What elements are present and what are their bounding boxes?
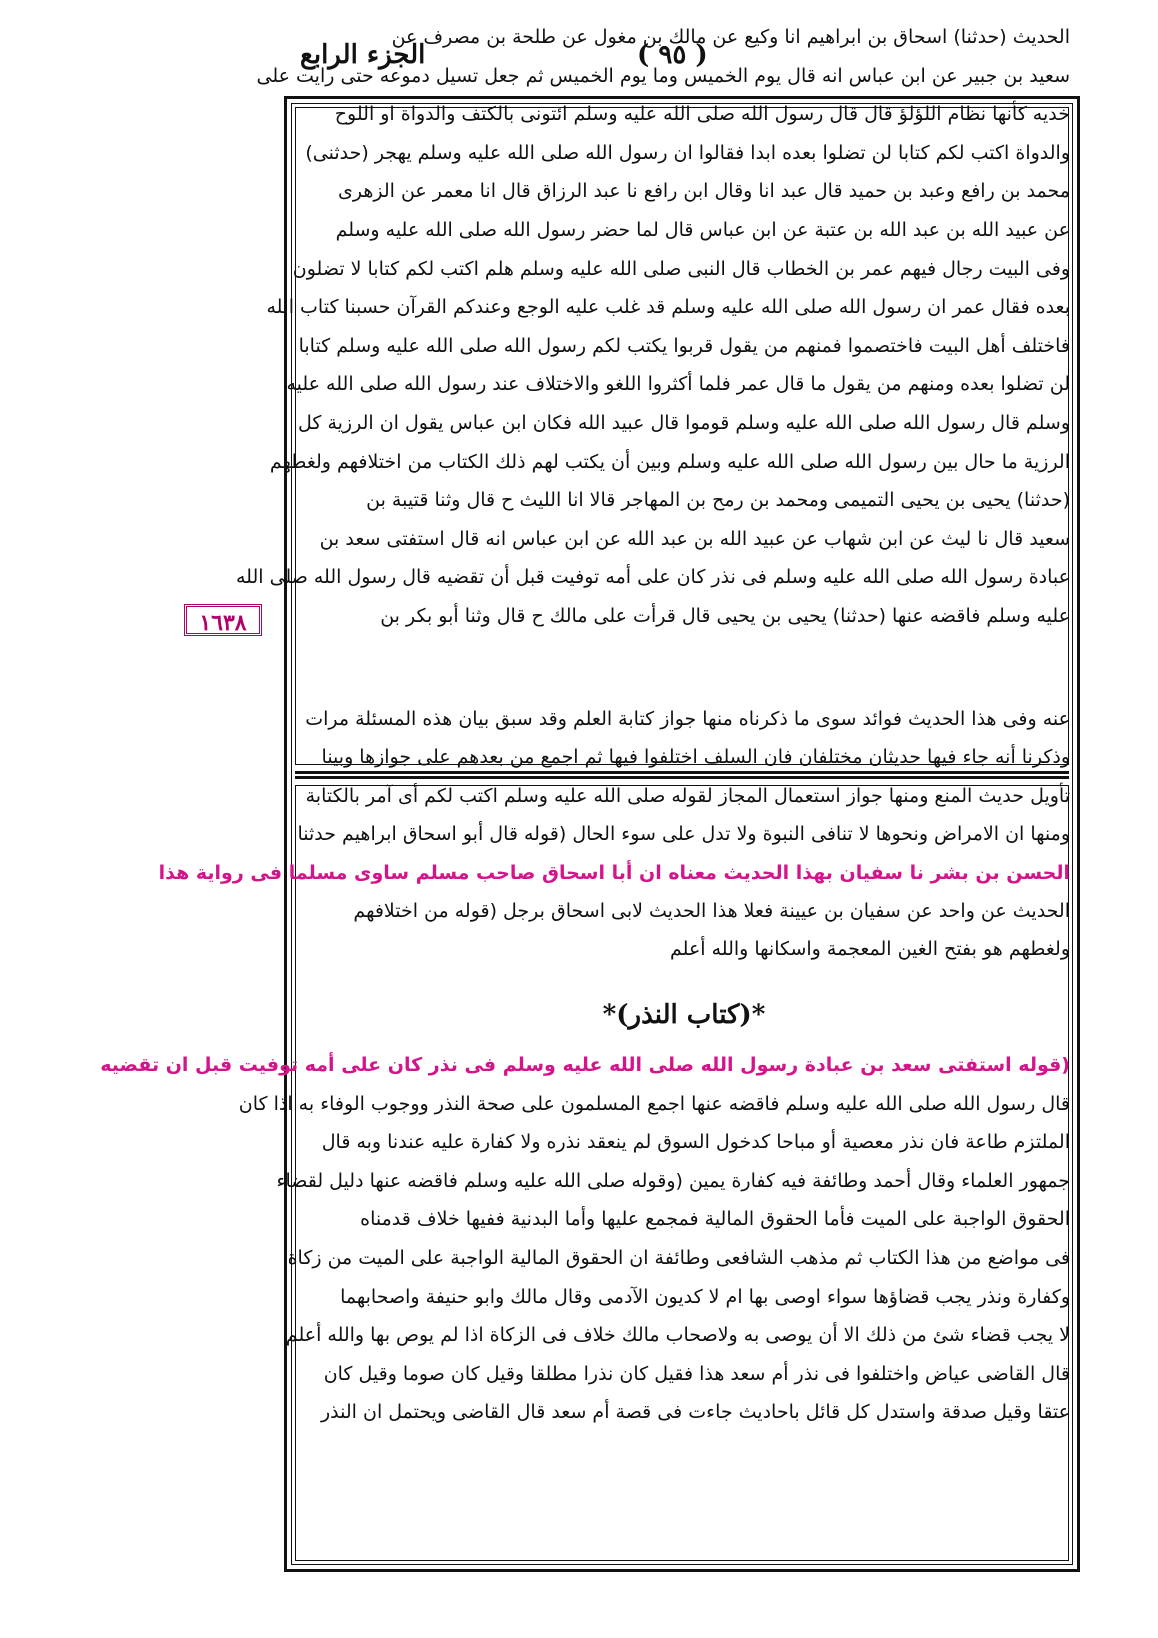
commentary-text-2 bbox=[100, 1046, 1070, 1432]
text-line: عبادة رسول الله صلى الله عليه وسلم فى نذر كان على أمه توفيت قبل أن تقضيه قال رسول الله صلى الله bbox=[235, 566, 1070, 589]
text-line: خديه كأنها نظام اللؤلؤ قال قال رسول الله صلى الله عليه وسلم ائتونى بالكتف والدواة او اللوح bbox=[334, 103, 1070, 126]
text-line: وسلم قال رسول الله صلى الله عليه وسلم قوموا قال عبيد الله فكان ابن عباس يقول ان الرزية كل bbox=[297, 411, 1070, 434]
text-line: ولغطهم هو بفتح الغين المعجمة واسكانها والله أعلم bbox=[670, 938, 1070, 961]
text-line: الملتزم طاعة فان نذر معصية أو مباحا كدخول السوق لم ينعقد نذره ولا كفارة عليه عندنا وبه قال bbox=[321, 1131, 1070, 1154]
commentary-text-1 bbox=[158, 700, 1070, 969]
text-line: الحسن بن بشر نا سفيان بهذا الحديث معناه ان أبا اسحاق صاحب مسلم ساوى مسلما فى رواية هذا bbox=[158, 861, 1070, 884]
text-line: والدواة اكتب لكم كتابا لن تضلوا بعده ابدا فقالوا ان رسول الله صلى الله عليه وسلم يهجر (حدثنى) bbox=[305, 141, 1070, 164]
running-header-part: الجزء الرابع bbox=[300, 40, 426, 70]
text-line: (قوله استفتى سعد بن عبادة رسول الله صلى الله عليه وسلم فى نذر كان على أمه توفيت قبل ان تقضيه bbox=[100, 1054, 1070, 1076]
text-line: الحديث عن واحد عن سفيان بن عيينة فعلا هذا الحديث لابى اسحاق برجل (قوله من اختلافهم bbox=[353, 900, 1070, 923]
text-line: فاختلف أهل البيت فاختصموا فمنهم من يقول قربوا يكتب لكم رسول الله صلى الله عليه وسلم كتابا bbox=[298, 334, 1070, 357]
text-line: جمهور العلماء وقال أحمد وطائفة فيه كفارة يمين (وقوله صلى الله عليه وسلم فاقضه عنها دليل لقضاء bbox=[276, 1169, 1070, 1192]
text-line: بعده فقال عمر ان رسول الله صلى الله عليه وسلم قد غلب عليه الوجع وعندكم القرآن حسبنا كتاب الله bbox=[266, 296, 1070, 319]
text-line: قال القاضى عياض واختلفوا فى نذر أم سعد هذا فقيل كان نذرا مطلقا وقيل كان صوما وقيل كان bbox=[323, 1362, 1070, 1385]
hadith-text bbox=[235, 18, 1070, 636]
text-line: فى مواضع من هذا الكتاب ثم مذهب الشافعى وطائفة ان الحقوق المالية الواجبة على الميت من زكاة bbox=[287, 1246, 1070, 1269]
page-number: ( ٩٥ ) bbox=[637, 40, 708, 70]
text-line: تأويل حديث المنع ومنها جواز استعمال المجاز لقوله صلى الله عليه وسلم اكتب لكم أى آمر بالكتابة bbox=[305, 784, 1070, 807]
text-line: (حدثنا) يحيى بن يحيى التميمى ومحمد بن رمح بن المهاجر قالا انا الليث ح قال وثنا قتيبة بن bbox=[366, 489, 1070, 512]
text-line: لن تضلوا بعده ومنهم من يقول ما قال عمر فلما أكثروا اللغو والاختلاف عند رسول الله صلى الله عليه bbox=[286, 373, 1070, 396]
text-line: وكفارة ونذر يجب قضاؤها سواء اوصى بها ام لا كديون الآدمى وقال مالك وابو حنيفة واصحابهما bbox=[340, 1285, 1070, 1308]
text-line: الرزية ما حال بين رسول الله صلى الله عليه وسلم وبين أن يكتب لهم ذلك الكتاب من اختلافهم ولغطهم bbox=[269, 450, 1070, 473]
text-line: قال رسول الله صلى الله عليه وسلم فاقضه عنها اجمع المسلمون على صحة النذر ووجوب الوفاء به اذا كان bbox=[238, 1092, 1070, 1115]
text-line: محمد بن رافع وعبد بن حميد قال عبد انا وقال ابن رافع نا عبد الرزاق قال انا معمر عن الزهرى bbox=[337, 180, 1070, 203]
text-line: عنه وفى هذا الحديث فوائد سوى ما ذكرناه منها جواز كتابة العلم وقد سبق بيان هذه المسئلة مرات bbox=[305, 708, 1070, 730]
text-line: عن عبيد الله بن عبد الله بن عتبة عن ابن عباس قال لما حضر رسول الله صلى الله عليه وسلم bbox=[335, 218, 1070, 241]
text-line: الحديث (حدثنا) اسحاق بن ابراهيم انا وكيع عن مالك بن مغول عن طلحة بن مصرف عن bbox=[391, 26, 1070, 48]
text-line: عتقا وقيل صدقة واستدل كل قائل باحاديث جاءت فى قصة أم سعد قال القاضى ويحتمل ان النذر bbox=[321, 1401, 1070, 1424]
text-line: عليه وسلم فاقضه عنها (حدثنا) يحيى بن يحيى قال قرأت على مالك ح قال وثنا أبو بكر بن bbox=[380, 604, 1070, 627]
text-line: سعيد قال نا ليث عن ابن شهاب عن عبيد الله بن عبد الله عن ابن عباس انه قال استفتى سعد بن bbox=[319, 527, 1070, 550]
hadith-number-box: ١٦٣٨ bbox=[184, 604, 262, 636]
text-line: لا يجب قضاء شئ من ذلك الا أن يوصى به ولاصحاب مالك خلاف فى الزكاة اذا لم يوص بها والله أعلم bbox=[285, 1324, 1070, 1347]
text-line: ومنها ان الامراض ونحوها لا تنافى النبوة ولا تدل على سوء الحال (قوله قال أبو اسحاق ابراهيم حدثنا bbox=[297, 823, 1070, 846]
chapter-title: *(كتاب النذر)* bbox=[602, 1000, 766, 1030]
text-line: سعيد بن جبير عن ابن عباس انه قال يوم الخميس وما يوم الخميس ثم جعل تسيل دموعه حتى رايت على bbox=[256, 64, 1070, 87]
text-line: الحقوق الواجبة على الميت فأما الحقوق المالية فمجمع عليها وأما البدنية ففيها خلاف قدمناه bbox=[360, 1208, 1070, 1231]
text-line: وفى البيت رجال فيهم عمر بن الخطاب قال النبى صلى الله عليه وسلم هلم اكتب لكم كتابا لا تضلون bbox=[292, 257, 1070, 280]
text-line: وذكرنا أنه جاء فيها حديثان مختلفان فان السلف اختلفوا فيها ثم اجمع من بعدهم على جوازها وبينا bbox=[321, 746, 1070, 769]
